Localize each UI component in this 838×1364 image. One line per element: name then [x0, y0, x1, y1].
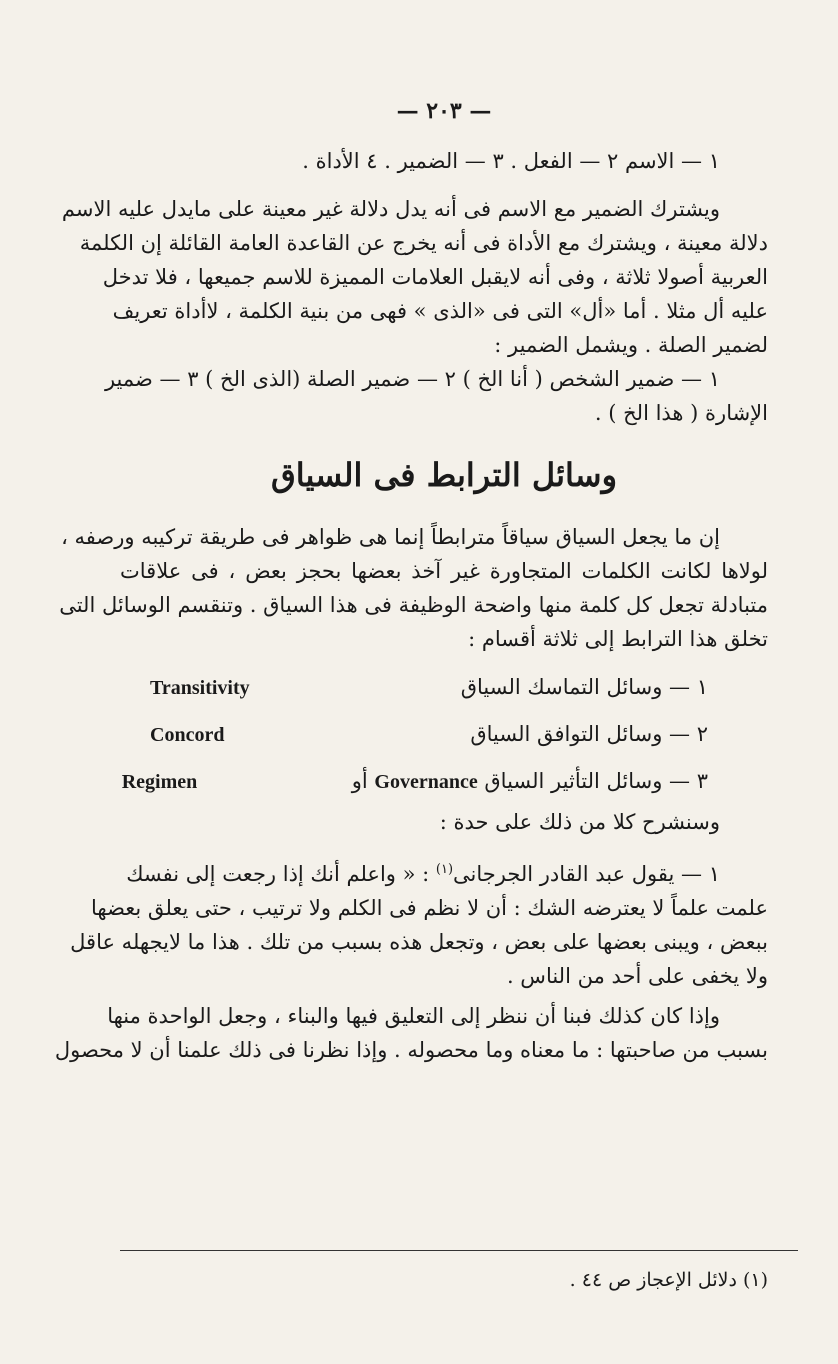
footnote-divider: [120, 1250, 798, 1251]
paragraph-1-line-2: دلالة معينة ، ويشترك مع الأداة فى أنه يخرج عن القاعدة العامة القائلة إن الكلمة: [79, 231, 768, 255]
paragraph-1-line-1: ويشترك الضمير مع الاسم فى أنه يدل دلالة غير معينة على مايدل عليه الاسم: [61, 197, 720, 221]
paragraph-1-line-5: لضمير الصلة . ويشمل الضمير :: [494, 333, 768, 357]
quote-intro: ١ — يقول عبد القادر الجرجانى: [453, 862, 720, 886]
parts-of-speech-list: ١ — الاسم ٢ — الفعل . ٣ — الضمير . ٤ الأداة .: [302, 149, 720, 173]
paragraph-1-line-3: العربية أصولا ثلاثة ، وفى أنه لايقبل العلامات المميزة للاسم جميعها ، فلا تدخل: [102, 265, 768, 289]
means-item-3-arabic-group: [352, 758, 708, 805]
pronoun-list-line-2: الإشارة ( هذا الخ ) .: [594, 401, 768, 425]
means-item-3: [120, 758, 768, 805]
means-item-3-or: أو: [351, 769, 368, 793]
means-item-1-arabic: ١ — وسائل التماسك السياق: [460, 675, 708, 699]
means-item-2-arabic: ٢ — وسائل التوافق السياق: [470, 722, 708, 746]
footnote: (١) دلائل الإعجاز ص ٤٤ .: [569, 1269, 768, 1291]
means-item-2: [120, 711, 768, 758]
means-item-3-english: Regimen: [121, 771, 198, 793]
page-number: — ٢٠٣ —: [396, 98, 492, 124]
paragraph-3-line-1: [120, 853, 768, 891]
footnote-ref: (١): [435, 862, 454, 877]
means-item-3-arabic: ٣ — وسائل التأثير السياق: [484, 769, 708, 793]
paragraph-3-line-2: علمت علماً لا يعترضه الشك : أن لا نظم فى الكلم ولا ترتيب ، حتى يعلق بعضها: [90, 896, 768, 920]
quote-start: : « واعلم أنك إذا رجعت إلى نفسك: [126, 862, 436, 886]
means-item-1: [120, 664, 768, 711]
paragraph-4-line-2: بسبب من صاحبتها : ما معناه وما محصوله . وإذا نظرنا فى ذلك علمنا أن لا محصول: [54, 1038, 768, 1062]
means-item-3-english-inline: Governance: [374, 771, 478, 793]
explain-line: وسنشرح كلا من ذلك على حدة :: [439, 810, 720, 834]
paragraph-2-line-3: متبادلة تجعل كل كلمة منها واضحة الوظيفة فى هذا السياق . وتنقسم الوسائل التى: [59, 593, 768, 617]
means-item-1-english: Transitivity: [150, 677, 250, 699]
pronoun-list-line-1: ١ — ضمير الشخص ( أنا الخ ) ٢ — ضمير الصلة (الذى الخ ) ٣ — ضمير: [104, 367, 720, 391]
paragraph-4-line-1: وإذا كان كذلك فبنا أن ننظر إلى التعليق فيها والبناء ، وجعل الواحدة منها: [107, 1004, 720, 1028]
paragraph-2-line-4: تخلق هذا الترابط إلى ثلاثة أقسام :: [468, 627, 768, 651]
means-item-2-english: Concord: [150, 724, 225, 746]
paragraph-2-line-2: لولاها لكانت الكلمات المتجاورة غير آخذ بعضها بحجز بعض ، فى علاقات: [120, 559, 768, 583]
paragraph-3-line-3: ببعض ، ويبنى بعضها على بعض ، وتجعل هذه بسبب من تلك . هذا ما لايجهله عاقل: [70, 930, 768, 954]
section-heading: وسائل الترابط فى السياق: [270, 456, 618, 494]
paragraph-1-line-4: عليه أل مثلا . أما «أل» التى فى «الذى » فهى من بنية الكلمة ، لاأداة تعريف: [112, 299, 768, 323]
paragraph-3-line-4: ولا يخفى على أحد من الناس .: [506, 964, 768, 988]
paragraph-2-line-1: إن ما يجعل السياق سياقاً مترابطاً إنما هى ظواهر فى طريقة تركيبه ورصفه ،: [61, 525, 720, 549]
